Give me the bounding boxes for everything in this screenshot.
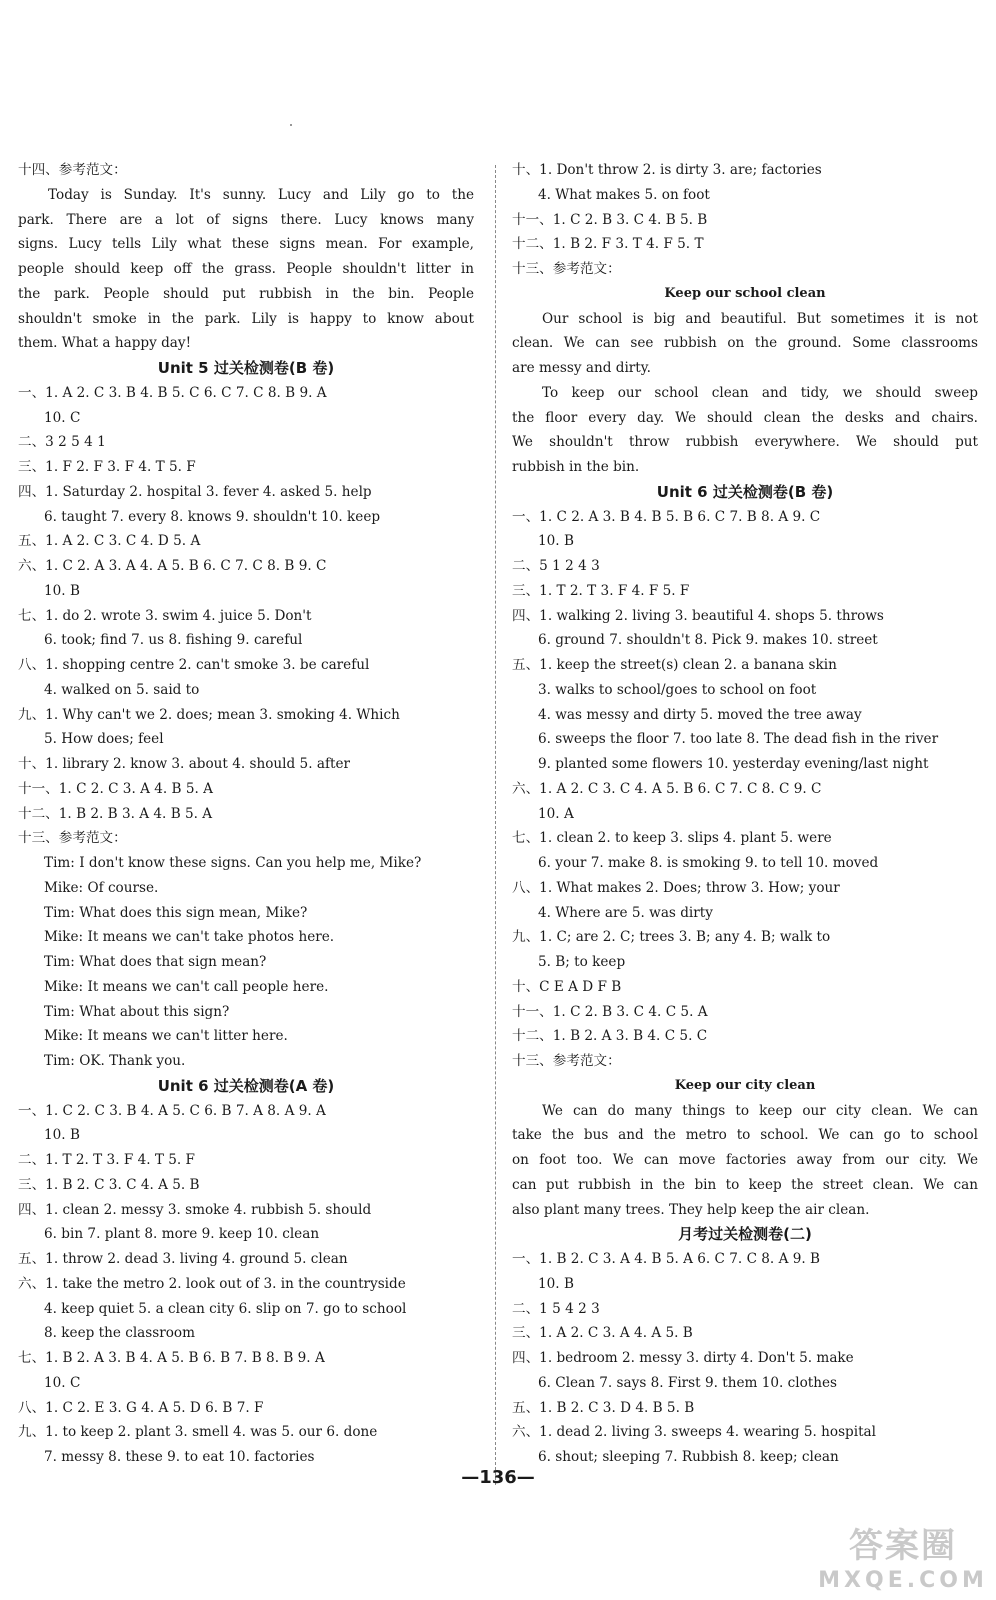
- answer-line: 九、1. C; are 2. C; trees 3. B; any 4. B; walk to: [512, 929, 831, 946]
- answer-line: 10. C: [44, 409, 81, 426]
- answer-line: Tim: What does that sign mean?: [44, 954, 267, 970]
- answer-line: 五、1. keep the street(s) clean 2. a banana skin: [512, 657, 837, 673]
- essay-line: take the bus and the metro to school. We can go to school: [512, 1127, 978, 1144]
- essay-line: We shouldn't throw rubbish everywhere. We should put: [512, 434, 978, 451]
- essay-line: We can do many things to keep our city clean. We can: [542, 1102, 978, 1119]
- answer-line: 十、1. library 2. know 3. about 4. should 5. after: [18, 756, 350, 772]
- answer-line: 6. sweeps the floor 7. too late 8. The dead fish in the river: [538, 731, 939, 748]
- answer-line: 10. B: [44, 1127, 80, 1144]
- answer-line: 四、1. walking 2. living 3. beautiful 4. shops 5. throws: [512, 607, 884, 624]
- essay-line: the park. People should put rubbish in the bin. People: [18, 285, 474, 302]
- left-column: [18, 158, 474, 1470]
- essay-line: also plant many trees. They help keep the air clean.: [512, 1201, 870, 1218]
- answer-line: 6. bin 7. plant 8. more 9. keep 10. clean: [44, 1226, 320, 1243]
- essay-line: them. What a happy day!: [18, 335, 192, 352]
- answer-line: 四、1. Saturday 2. hospital 3. fever 4. asked 5. help: [18, 483, 372, 500]
- answer-line: 七、1. do 2. wrote 3. swim 4. juice 5. Don't: [18, 607, 312, 624]
- section-heading: Unit 5 过关检测卷(B 卷): [157, 359, 335, 377]
- answer-line: 10. B: [538, 1275, 574, 1292]
- answer-line: 8. keep the classroom: [44, 1325, 195, 1342]
- answer-line: 4. walked on 5. said to: [44, 681, 200, 698]
- answer-line: Mike: Of course.: [44, 879, 159, 896]
- answer-line: Tim: What does this sign mean, Mike?: [44, 904, 308, 921]
- answer-line: 七、1. B 2. A 3. B 4. A 5. B 6. B 7. B 8. B 9. A: [18, 1350, 325, 1366]
- answer-line: 十四、参考范文：: [18, 162, 127, 178]
- section-heading: 月考过关检测卷(二): [678, 1225, 812, 1244]
- essay-line: shouldn't smoke in the park. Lily is happy to know about: [18, 310, 474, 327]
- answer-line: 十三、参考范文：: [18, 830, 127, 847]
- answer-line: 九、1. Why can't we 2. does; mean 3. smoking 4. Which: [18, 706, 400, 723]
- answer-line: 三、1. A 2. C 3. A 4. A 5. B: [512, 1325, 693, 1342]
- answer-line: 十一、1. C 2. B 3. C 4. B 5. B: [512, 211, 708, 228]
- answer-line: Tim: What about this sign?: [44, 1003, 230, 1020]
- answer-line: 四、1. bedroom 2. messy 3. dirty 4. Don't 5. make: [512, 1350, 854, 1366]
- answer-line: 一、1. B 2. C 3. A 4. B 5. A 6. C 7. C 8. A 9. B: [512, 1251, 820, 1267]
- page-number: —136—: [461, 1467, 535, 1488]
- answer-line: 三、1. B 2. C 3. C 4. A 5. B: [18, 1176, 200, 1193]
- answer-line: 10. B: [538, 533, 574, 550]
- answer-line: 10. A: [538, 805, 574, 822]
- section-heading: Unit 6 过关检测卷(B 卷): [656, 482, 834, 501]
- essay-line: clean. We can see rubbish on the ground. Some classrooms: [512, 335, 978, 352]
- essay-line: are messy and dirty.: [512, 360, 651, 376]
- answer-line: 二、1. T 2. T 3. F 4. T 5. F: [18, 1152, 195, 1168]
- answer-line: 十、C E A D F B: [512, 978, 622, 995]
- section-heading: Unit 6 过关检测卷(A 卷): [157, 1076, 335, 1095]
- answer-line: 七、1. clean 2. to keep 3. slips 4. plant 5. were: [512, 830, 832, 847]
- answer-line: 十一、1. C 2. B 3. C 4. C 5. A: [512, 1003, 708, 1020]
- answer-line: 八、1. shopping centre 2. can't smoke 3. be careful: [18, 657, 370, 673]
- essay-line: Today is Sunday. It's sunny. Lucy and Lily go to the: [48, 186, 474, 203]
- answer-line: 5. How does; feel: [44, 731, 164, 748]
- essay-line: To keep our school clean and tidy, we should sweep: [542, 384, 978, 401]
- watermark-top-text: 答案圈: [849, 1526, 957, 1566]
- scan-speck: [290, 124, 292, 126]
- answer-line: 六、1. dead 2. living 3. sweeps 4. wearing 5. hospital: [512, 1424, 877, 1441]
- answer-line: Mike: It means we can't take photos here.: [44, 929, 335, 946]
- watermark-bottom-text: MXQE.COM: [818, 1568, 988, 1593]
- answer-line: 6. took; find 7. us 8. fishing 9. careful: [44, 632, 303, 649]
- answer-line: 三、1. T 2. T 3. F 4. F 5. F: [512, 582, 690, 599]
- answer-line: 6. taught 7. every 8. knows 9. shouldn't 10. keep: [44, 508, 381, 525]
- answer-line: 十、1. Don't throw 2. is dirty 3. are; factories: [512, 162, 822, 178]
- answer-line: 二、1 5 4 2 3: [512, 1300, 600, 1317]
- answer-line: 四、1. clean 2. messy 3. smoke 4. rubbish 5. should: [18, 1201, 372, 1218]
- answer-line: 一、1. C 2. A 3. B 4. B 5. B 6. C 7. B 8. A 9. C: [512, 508, 821, 525]
- essay-line: park. There are a lot of signs there. Lucy knows many: [18, 211, 474, 228]
- answer-line: 十三、参考范文：: [512, 261, 621, 277]
- answer-line: 3. walks to school/goes to school on foot: [538, 681, 817, 698]
- answer-line: Tim: I don't know these signs. Can you help me, Mike?: [44, 855, 422, 871]
- answer-line: 4. What makes 5. on foot: [538, 186, 710, 203]
- answer-line: 6. shout; sleeping 7. Rubbish 8. keep; clean: [538, 1449, 839, 1465]
- answer-line: 十二、1. B 2. F 3. T 4. F 5. T: [512, 236, 704, 253]
- answer-line: 4. was messy and dirty 5. moved the tree away: [538, 706, 862, 723]
- answer-line: 5. B; to keep: [538, 954, 626, 970]
- answer-line: 9. planted some flowers 10. yesterday evening/last night: [538, 756, 929, 772]
- answer-line: 6. ground 7. shouldn't 8. Pick 9. makes 10. street: [538, 632, 878, 649]
- answer-line: 三、1. F 2. F 3. F 4. T 5. F: [18, 459, 196, 475]
- answer-line: 一、1. C 2. C 3. B 4. A 5. C 6. B 7. A 8. A 9. A: [18, 1102, 326, 1119]
- essay-line: people should keep off the grass. People shouldn't litter in: [18, 261, 474, 277]
- answer-line: 八、1. C 2. E 3. G 4. A 5. D 6. B 7. F: [18, 1399, 264, 1416]
- essay-line: rubbish in the bin.: [512, 459, 640, 475]
- answer-line: 十一、1. C 2. C 3. A 4. B 5. A: [18, 780, 213, 797]
- essay-line: the floor every day. We should clean the desks and chairs.: [512, 409, 978, 426]
- answer-line: 7. messy 8. these 9. to eat 10. factories: [44, 1449, 315, 1465]
- essay-title: Keep our school clean: [664, 285, 826, 301]
- answer-line: 五、1. B 2. C 3. D 4. B 5. B: [512, 1399, 695, 1416]
- answer-line: 4. keep quiet 5. a clean city 6. slip on 7. go to school: [44, 1300, 407, 1317]
- answer-line: 六、1. A 2. C 3. C 4. A 5. B 6. C 7. C 8. C 9. C: [512, 780, 822, 797]
- answer-line: 六、1. take the metro 2. look out of 3. in the countryside: [18, 1275, 406, 1292]
- answer-line: 十二、1. B 2. A 3. B 4. C 5. C: [512, 1028, 708, 1045]
- essay-line: can put rubbish in the bin to keep the street clean. We can: [512, 1176, 978, 1193]
- essay-title: Keep our city clean: [674, 1077, 816, 1093]
- column-divider: [495, 165, 496, 1485]
- answer-line: 十三、参考范文：: [512, 1053, 621, 1069]
- answer-line: 六、1. C 2. A 3. A 4. A 5. B 6. C 7. C 8. B 9. C: [18, 558, 327, 574]
- right-column: [512, 158, 978, 1470]
- answer-line: Tim: OK. Thank you.: [44, 1053, 186, 1069]
- answer-line: Mike: It means we can't call people here.: [44, 978, 329, 995]
- essay-line: on foot too. We can move factories away from our city. We: [512, 1152, 978, 1168]
- answer-line: 五、1. throw 2. dead 3. living 4. ground 5. clean: [18, 1251, 348, 1267]
- watermark-logo: [818, 1524, 988, 1596]
- answer-line: 十二、1. B 2. B 3. A 4. B 5. A: [18, 805, 213, 822]
- answer-line: 八、1. What makes 2. Does; throw 3. How; your: [512, 879, 840, 896]
- answer-line: 10. B: [44, 582, 80, 599]
- answer-line: 4. Where are 5. was dirty: [538, 904, 713, 921]
- essay-line: signs. Lucy tells Lily what these signs mean. For example,: [18, 236, 474, 253]
- answer-line: 二、5 1 2 4 3: [512, 558, 600, 574]
- answer-line: 一、1. A 2. C 3. B 4. B 5. C 6. C 7. C 8. B 9. A: [18, 384, 327, 401]
- answer-line: 6. your 7. make 8. is smoking 9. to tell 10. moved: [538, 855, 879, 871]
- answer-line: 6. Clean 7. says 8. First 9. them 10. clothes: [538, 1374, 838, 1391]
- answer-line: 二、3 2 5 4 1: [18, 434, 106, 451]
- answer-line: 九、1. to keep 2. plant 3. smell 4. was 5. our 6. done: [18, 1424, 378, 1441]
- essay-line: Our school is big and beautiful. But sometimes it is not: [542, 310, 978, 327]
- answer-line: 10. C: [44, 1374, 81, 1391]
- answer-line: Mike: It means we can't litter here.: [44, 1028, 288, 1045]
- answer-line: 五、1. A 2. C 3. C 4. D 5. A: [18, 533, 201, 550]
